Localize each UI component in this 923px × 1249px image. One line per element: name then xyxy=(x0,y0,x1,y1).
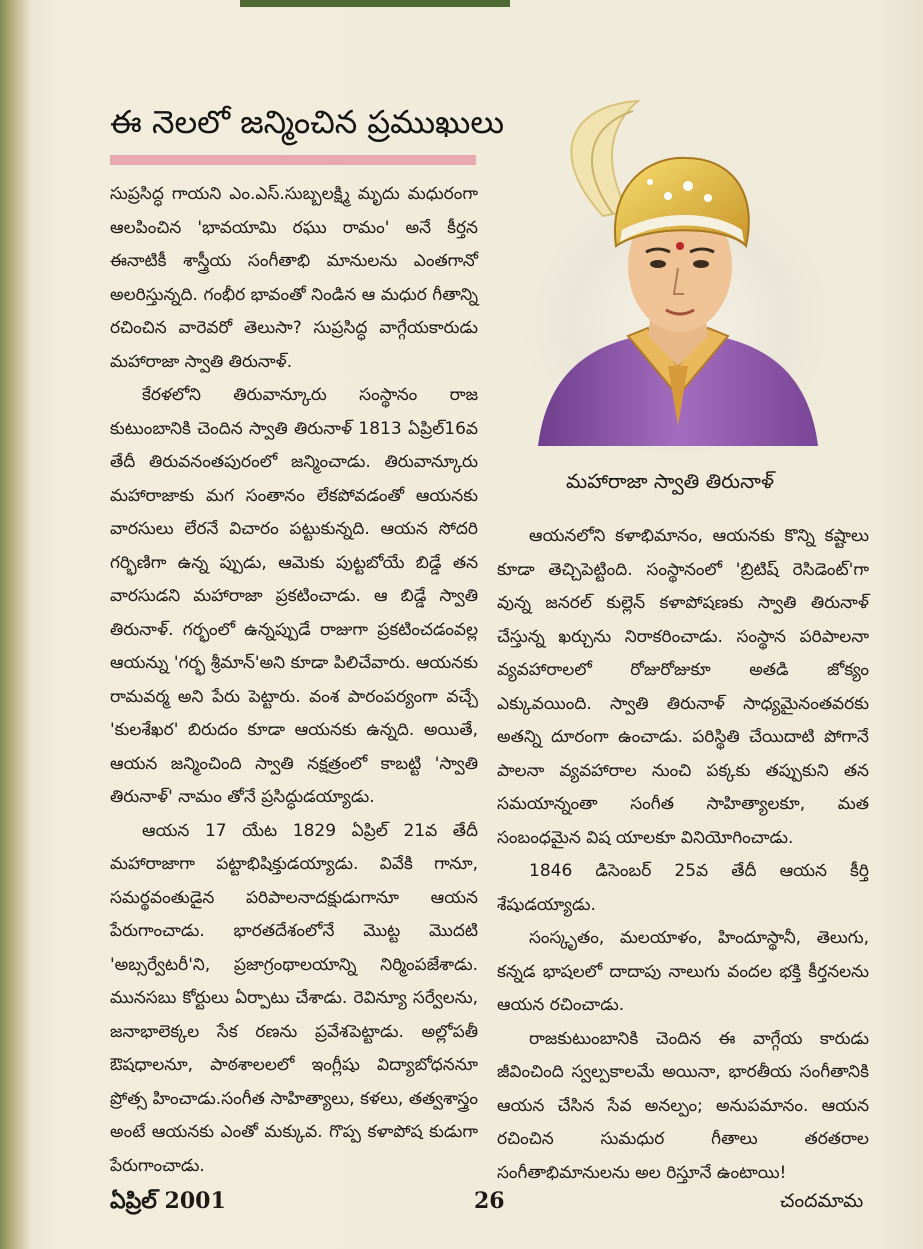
paragraph: 1846 డిసెంబర్ 25వ తేదీ ఆయన కీర్తి శేషుడయ్యాడు. xyxy=(497,861,869,915)
paragraph: సంస్కృతం, మలయాళం, హిందూస్థానీ, తెలుగు, కన్నడ భాషలలో దాదాపు నాలుగు వందల భక్తి కీర్తనలను ఆయన రచించాడు. xyxy=(497,928,869,1015)
page-binding-edge xyxy=(0,0,30,1249)
paragraph: సుప్రసిద్ధ గాయని ఎం.ఎస్.సుబ్బలక్ష్మి మృదు మధురంగా ఆలపించిన 'భావయామి రఘు రామం' అనే కీర్తన ఈనాటికీ శాస్త్రీయ సంగీతాభి మానులను ఎంతగానో అలరిస్తున్నది. గంభీర భావంతో నిండిన ఆ మధుర గీతాన్ని రచించిన వారెవరో తెలుసా? సుప్రసిద్ధ వాగ్గేయకారుడు మహారాజా స్వాతి తిరునాళ్. xyxy=(110,184,478,372)
right-text-column xyxy=(497,520,869,1190)
page-number: 26 xyxy=(474,1188,505,1214)
article-title: ఈ నెలలో జన్మించిన ప్రముఖులు xyxy=(110,103,505,141)
issue-date: ఏప్రిల్ 2001 xyxy=(110,1188,226,1214)
paragraph: ఆయనలోని కళాభిమానం, ఆయనకు కొన్ని కష్టాలు కూడా తెచ్చిపెట్టింది. సంస్థానంలో 'బ్రిటిష్ రెసిడెంట్'గా వున్న జనరల్ కుల్లెన్ కళాపోషణకు స్వాతి తిరునాళ్ చేస్తున్న ఖర్చును నిరాకరించాడు. సంస్థాన పరిపాలనా వ్యవహారాలలో రోజురోజుకూ అతడి జోక్యం ఎక్కువయింది. స్వాతి తిరునాళ్ సాధ్యమైనంతవరకు అతన్ని దూరంగా ఉంచాడు. పరిస్థితి చేయిదాటి పోగానే పాలనా వ్యవహారాల నుంచి పక్కకు తప్పుకుని తన సమయాన్నంతా సంగీత సాహిత్యాలకూ, మత సంబంధమైన విష యాలకూ వినియోగించాడు. xyxy=(497,526,869,848)
portrait-caption: మహారాజా స్వాతి తిరునాళ్ xyxy=(566,469,774,493)
magazine-name: చందమామ xyxy=(780,1190,864,1212)
left-text-column xyxy=(110,178,478,1183)
paragraph: ఆయన 17 యేట 1829 ఏప్రిల్ 21వ తేదీ మహారాజాగా పట్టాభిషిక్తుడయ్యాడు. వివేకి గానూ, సమర్థవంతుడైన పరిపాలనాదక్షుడుగానూ ఆయన పేరుగాంచాడు. భారతదేశంలోనే మొట్ట మొదటి 'అబ్సర్వేటరీ'ని, ప్రజాగ్రంథాలయాన్ని నిర్మింపజేశాడు. మునసబు కోర్టులు ఏర్పాటు చేశాడు. రెవిన్యూ సర్వేలను, జనాభాలెక్కల సేక రణను ప్రవేశపెట్టాడు. అల్లోపతీ ఔషధాలనూ, పాఠశాలలలో ఇంగ్లీషు విద్యాబోధననూ ప్రోత్స హించాడు.సంగీత సాహిత్యాలు, కళలు, తత్వశాస్త్రం అంటే ఆయనకు ఎంతో మక్కువ. గొప్ప కళాపోష కుడుగా పేరుగాంచాడు. xyxy=(110,820,478,1176)
paragraph: రాజకుటుంబానికి చెందిన ఈ వాగ్గేయ కారుడు జీవించింది స్వల్పకాలమే అయినా, భారతీయ సంగీతానికి ఆయన చేసిన సేవ అనల్పం; అనుపమానం. ఆయన రచించిన సుమధుర గీతాలు తరతరాల సంగీతాభిమానులను అల రిస్తూనే ఉంటాయి! xyxy=(497,1028,869,1183)
title-underline-bar xyxy=(110,155,476,165)
top-color-strip xyxy=(240,0,510,7)
maharaja-portrait-icon xyxy=(508,96,838,456)
paragraph: కేరళలోని తిరువాన్కూరు సంస్థానం రాజ కుటుంబానికి చెందిన స్వాతి తిరునాళ్ 1813 ఏప్రిల్16వ తేదీ తిరువనంతపురంలో జన్మించాడు. తిరువాన్కూరు మహారాజాకు మగ సంతానం లేకపోవడంతో ఆయనకు వారసులు లేరనే విచారం పట్టుకున్నది. ఆయన సోదరి గర్భిణిగా ఉన్న ప్పుడు, ఆమెకు పుట్టబోయే బిడ్డే తన వారసుడని మహారాజా ప్రకటించాడు. ఆ బిడ్డే స్వాతి తిరునాళ్. గర్భంలో ఉన్నప్పుడే రాజుగా ప్రకటించడంవల్ల ఆయన్ను 'గర్భ శ్రీమాన్'అని కూడా పిలిచేవారు. ఆయనకు రామవర్మ అని పేరు పెట్టారు. వంశ పారంపర్యంగా వచ్చే 'కులశేఖర' బిరుదం కూడా ఆయనకు ఉన్నది. అయితే, ఆయన జన్మించింది స్వాతి నక్షత్రంలో కాబట్టి 'స్వాతి తిరునాళ్' నామం తోనే ప్రసిద్ధుడయ్యాడు. xyxy=(110,385,478,807)
